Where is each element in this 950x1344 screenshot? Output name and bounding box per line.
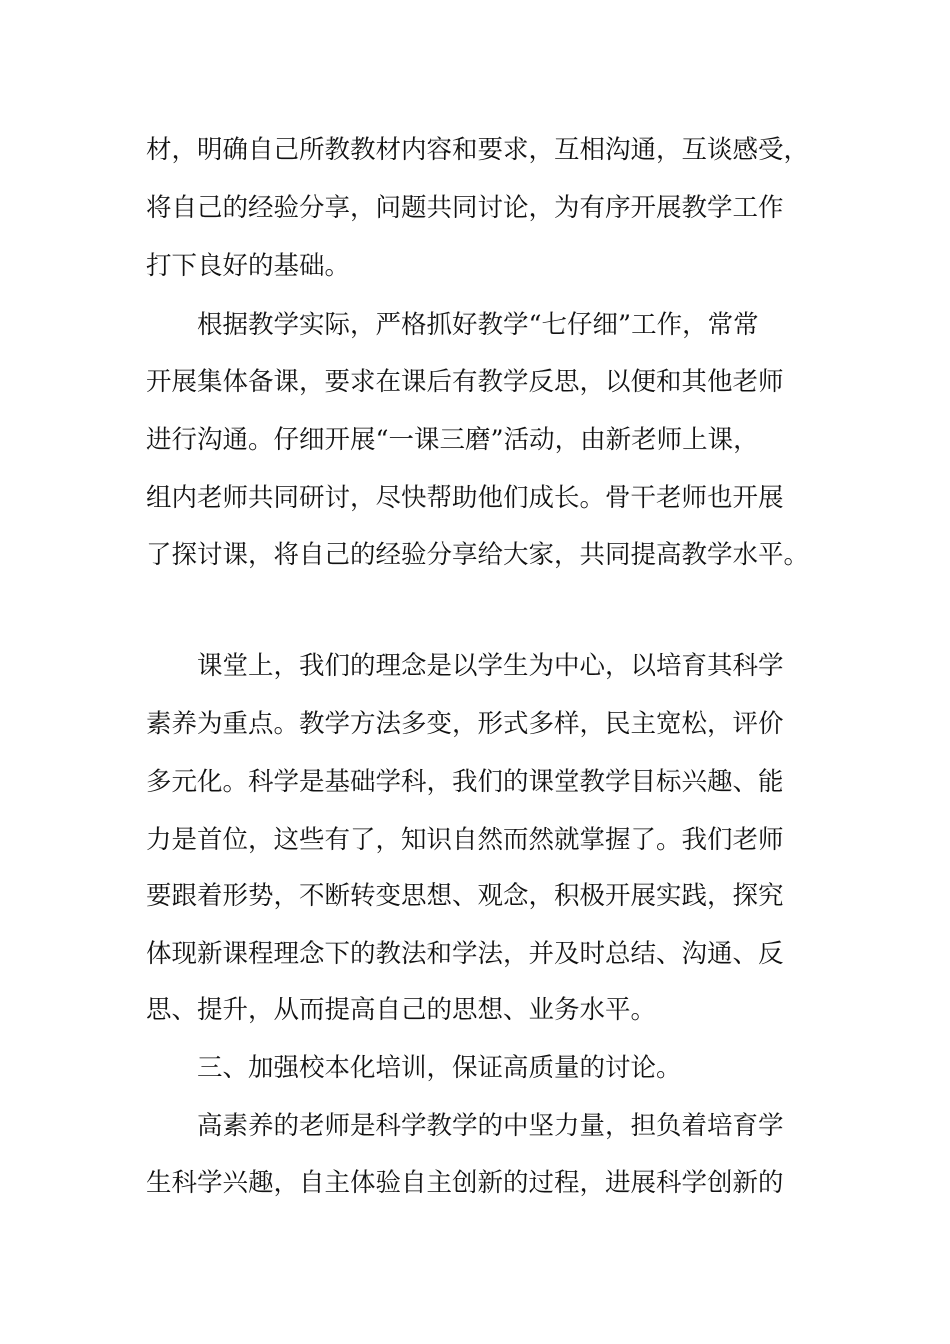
text-line: 要跟着形势，不断转变思想、观念，积极开展实践，探究 — [146, 881, 784, 911]
text-line: 开展集体备课，要求在课后有教学反思，以便和其他老师 — [146, 367, 784, 397]
text-line: 了探讨课，将自己的经验分享给大家，共同提高教学水平。 — [146, 540, 810, 570]
text-line: 多元化。科学是基础学科，我们的课堂教学目标兴趣、能 — [146, 767, 784, 797]
text-line: 素养为重点。教学方法多变，形式多样，民主宽松，评价 — [146, 709, 784, 739]
text-line: 将自己的经验分享，问题共同讨论，为有序开展教学工作 — [146, 193, 784, 223]
text-line: 力是首位，这些有了，知识自然而然就掌握了。我们老师 — [146, 825, 784, 855]
text-line: 体现新课程理念下的教法和学法，并及时总结、沟通、反 — [146, 939, 784, 969]
text-line: 打下良好的基础。 — [146, 251, 351, 281]
text-line: 进行沟通。仔细开展“一课三磨”活动，由新老师上课， — [146, 425, 759, 455]
text-line: 生科学兴趣，自主体验自主创新的过程，进展科学创新的 — [146, 1168, 784, 1198]
text-line: 材，明确自己所教教材内容和要求，互相沟通，互谈感受， — [146, 135, 810, 165]
paragraph-first-line: 根据教学实际，严格抓好教学“七仔细”工作，常常 — [197, 310, 759, 340]
section-heading: 三、加强校本化培训，保证高质量的讨论。 — [197, 1053, 682, 1083]
text-line: 思、提升，从而提高自己的思想、业务水平。 — [146, 995, 657, 1025]
text-line: 组内老师共同研讨，尽快帮助他们成长。骨干老师也开展 — [146, 483, 784, 513]
paragraph-first-line: 课堂上，我们的理念是以学生为中心，以培育其科学 — [197, 651, 784, 681]
paragraph-first-line: 高素养的老师是科学教学的中坚力量，担负着培育学 — [197, 1111, 784, 1141]
